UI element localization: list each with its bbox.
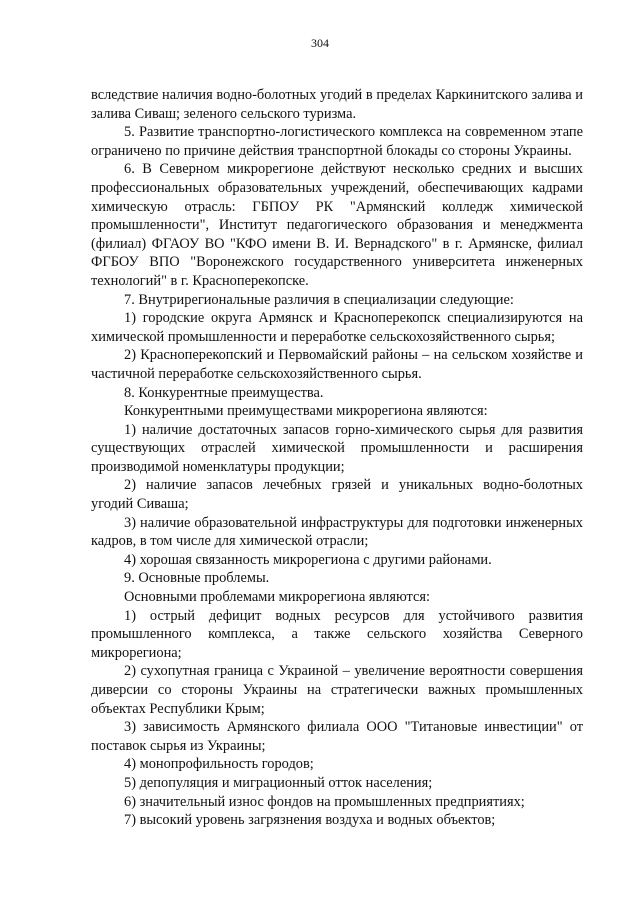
list-item-specialization-2: 2) Красноперекопский и Первомайский районы – на сельском хозяйстве и частичной переработке сельскохозяйственного сырья.	[91, 347, 583, 382]
list-item-advantage-2: 2) наличие запасов лечебных грязей и уникальных водно-болотных угодий Сиваша;	[91, 477, 583, 513]
list-item-problem-3: 3) зависимость Армянского филиала ООО "Титановые инвестиции" от поставок сырья из Украины;	[91, 719, 583, 754]
paragraph-continuation: вследствие наличия водно-болотных угодий в пределах Каркинитского залива и залива Сиваш; зеленого сельского туризма.	[91, 87, 583, 122]
document-body	[91, 86, 583, 830]
list-item-advantage-3: 3) наличие образовательной инфраструктуры для подготовки инженерных кадров, в том числе для химической отрасли;	[91, 514, 583, 550]
paragraph-item-8-advantages: 8. Конкурентные преимущества.	[124, 384, 324, 401]
list-item-problem-2: 2) сухопутная граница с Украиной – увеличение вероятности совершения диверсии со стороны Украины на стратегически важных промышленных объектах Республики Крым;	[91, 663, 583, 717]
page-number: 304	[311, 36, 329, 50]
list-item-problem-4: 4) монопрофильность городов;	[124, 756, 314, 773]
list-item-problem-5: 5) депопуляция и миграционный отток населения;	[124, 774, 433, 791]
list-item-advantage-1: 1) наличие достаточных запасов горно-химического сырья для развития существующих отраслей химической промышленности и расширения производимой номенклатуры продукции;	[91, 421, 583, 475]
paragraph-advantages-intro: Конкурентными преимуществами микрорегиона являются:	[124, 403, 488, 420]
list-item-specialization-1: 1) городские округа Армянск и Красноперекопск специализируются на химической промышленности и переработке сельскохозяйственного сырья;	[91, 310, 583, 345]
paragraph-item-6-education: 6. В Северном микрорегионе действуют несколько средних и высших профессиональных образовательных учреждений, обеспечивающих кадрами химическую отрасль: ГБПОУ РК "Армянский колледж химической промышленности", Институт педагогического образования и менеджмента (филиал) ФГАОУ ВО "КФО имени В. И. Вернадского" в г. Армянске, филиал ФГБОУ ВПО "Воронежского государственного университета инженерных технологий" в г. Красноперекопске.	[91, 161, 583, 289]
paragraph-problems-intro: Основными проблемами микрорегиона являются:	[124, 589, 430, 606]
paragraph-item-7-specialization: 7. Внутрирегиональные различия в специализации следующие:	[124, 291, 514, 308]
list-item-advantage-4: 4) хорошая связанность микрорегиона с другими районами.	[124, 551, 492, 568]
list-item-problem-7: 7) высокий уровень загрязнения воздуха и водных объектов;	[124, 812, 496, 829]
paragraph-item-5-transport: 5. Развитие транспортно-логистического комплекса на современном этапе ограничено по причине действия транспортной блокады со стороны Украины.	[91, 124, 583, 159]
list-item-problem-6: 6) значительный износ фондов на промышленных предприятиях;	[124, 793, 525, 810]
list-item-problem-1: 1) острый дефицит водных ресурсов для устойчивого развития промышленного комплекса, а также сельского хозяйства Северного микрорегиона;	[91, 607, 583, 661]
paragraph-item-9-problems: 9. Основные проблемы.	[124, 570, 270, 587]
